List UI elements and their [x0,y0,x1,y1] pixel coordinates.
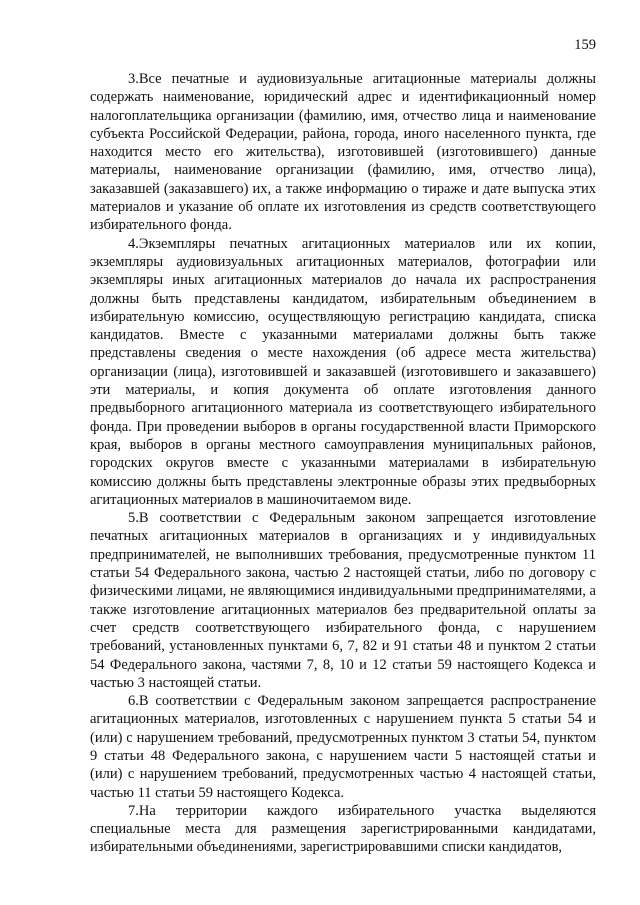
body-text [90,70,596,857]
paragraph-4: 4.Экземпляры печатных агитационных материалов или их копии, экземпляры аудиовизуальных агитационных материалов, фотографии или экземпляры иных агитационных материалов до начала их распространения должны быть представлены кандидатом, избирательным объединением в избирательную комиссию, осуществляющую регистрацию кандидата, списка кандидатов. Вместе с указанными материалами должны быть также представлены сведения о месте нахождения (об адресе места жительства) организации (лица), изготовившей и заказавшей (изготовившего и заказавшего) эти материалы, и копия документа об оплате изготовления данного предвыборного агитационного материала из соответствующего избирательного фонда. При проведении выборов в органы государственной власти Приморского края, выборов в органы местного самоуправления муниципальных районов, городских округов вместе с указанными материалами в избирательную комиссию должны быть представлены электронные образы этих предвыборных агитационных материалов в машиночитаемом виде. [90,235,596,508]
paragraph-5: 5.В соответствии с Федеральным законом запрещается изготовление печатных агитационных материалов в организациях и у индивидуальных предпринимателей, не выполнивших требования, предусмотренные пунктом 11 статьи 54 Федерального закона, частью 2 настоящей статьи, либо по договору с физическими лицами, не являющимися индивидуальными предпринимателями, а также изготовление агитационных материалов без предварительной оплаты за счет средств соответствующего избирательного фонда, с нарушением требований, установленных пунктами 6, 7, 82 и 91 статьи 48 и пунктом 2 статьи 54 Федерального закона, частями 7, 8, 10 и 12 статьи 59 настоящего Кодекса и частью 3 настоящей статьи. [90,510,596,691]
page-number: 159 [574,37,596,53]
paragraph-6: 6.В соответствии с Федеральным законом запрещается распространение агитационных материалов, изготовленных с нарушением пункта 5 статьи 54 и (или) с нарушением требований, предусмотренных пунктом 3 статьи 54, пунктом 9 статьи 48 Федерального закона, с нарушением части 5 настоящей статьи и (или) с нарушением требований, предусмотренных частью 4 настоящей статьи, частью 11 статьи 59 настоящего Кодекса. [90,693,596,801]
paragraph-7: 7.На территории каждого избирательного участка выделяются специальные места для размещения зарегистрированными кандидатами, избирательными объединениями, зарегистрировавшими списки кандидатов, [90,802,596,856]
paragraph-3: 3.Все печатные и аудиовизуальные агитационные материалы должны содержать наименование, юридический адрес и идентификационный номер налогоплательщика организации (фамилию, имя, отчество лица и наименование субъекта Российской Федерации, района, города, иного населенного пункта, где находится место его жительства), изготовившей (изготовившего) данные материалы, наименование организации (фамилию, имя, отчество лица), заказавшей (заказавшего) их, а также информацию о тираже и дате выпуска этих материалов и указание об оплате их изготовления из средств соответствующего избирательного фонда. [90,71,596,234]
